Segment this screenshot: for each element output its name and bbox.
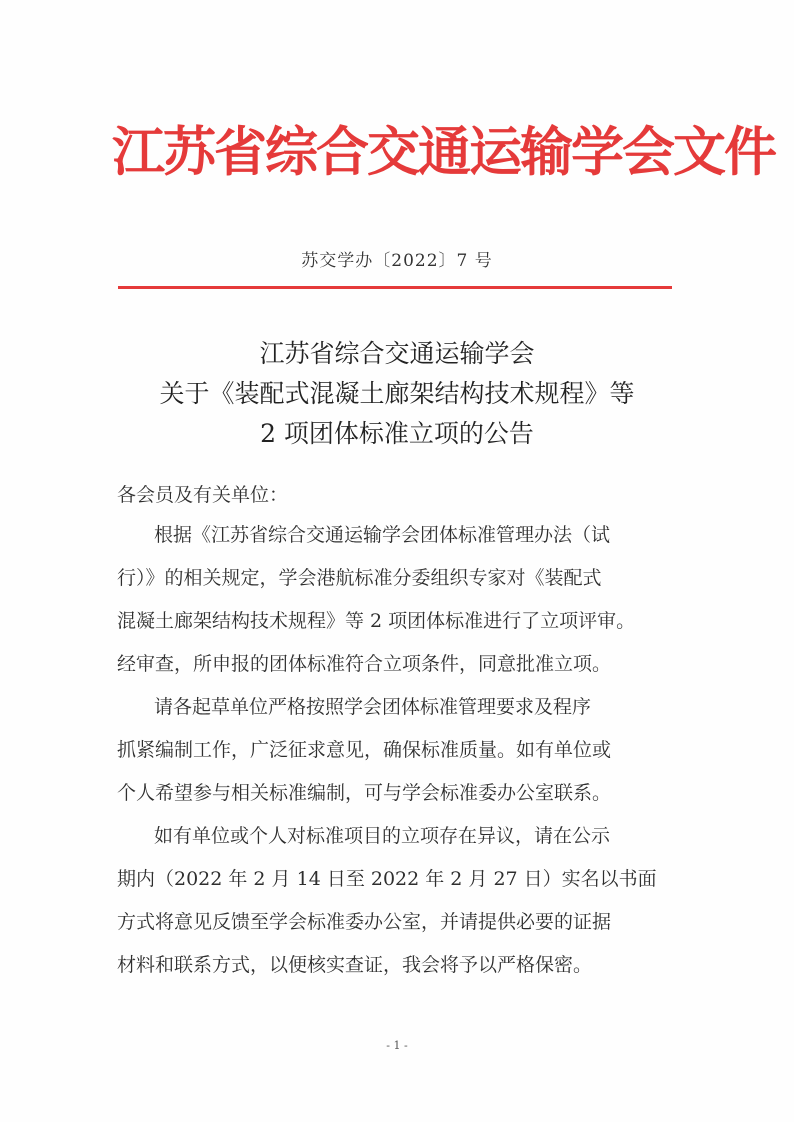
- document-number: 苏交学办〔2022〕7 号: [301, 251, 493, 271]
- paragraph-3-line-2: 期内（2022 年 2 月 14 日至 2022 年 2 月 27 日）实名以书面: [117, 868, 657, 890]
- paragraph-3-line-3: 方式将意见反馈至学会标准委办公室，并请提供必要的证据: [117, 911, 612, 933]
- paragraph-2-line-2: 抓紧编制工作，广泛征求意见，确保标准质量。如有单位或: [117, 739, 612, 761]
- title-line-3: 2 项团体标准立项的公告: [260, 419, 534, 448]
- title-line-2: 关于《装配式混凝土廊架结构技术规程》等: [159, 379, 635, 408]
- title-line-1: 江苏省综合交通运输学会: [259, 339, 535, 368]
- salutation: 各会员及有关单位：: [117, 484, 289, 506]
- org-header-title: 江苏省综合交通运输学会文件: [112, 121, 775, 183]
- paragraph-1-line-2: 行）》的相关规定，学会港航标准分委组织专家对《装配式: [117, 567, 602, 589]
- paragraph-2-line-1: 请各起草单位严格按照学会团体标准管理要求及程序: [154, 696, 592, 718]
- page-number: - 1 -: [386, 1039, 408, 1052]
- header-divider: [118, 286, 672, 289]
- paragraph-1-line-1: 根据《江苏省综合交通运输学会团体标准管理办法（试: [154, 524, 611, 546]
- paragraph-1-line-4: 经审查，所申报的团体标准符合立项条件，同意批准立项。: [117, 653, 612, 675]
- paragraph-3-line-4: 材料和联系方式，以便核实查证，我会将予以严格保密。: [117, 954, 593, 976]
- paragraph-2-line-3: 个人希望参与相关标准编制，可与学会标准委办公室联系。: [117, 782, 612, 804]
- paragraph-1-line-3: 混凝土廊架结构技术规程》等 2 项团体标准进行了立项评审。: [117, 610, 636, 632]
- announcement-title: [0, 334, 794, 454]
- paragraph-3-line-1: 如有单位或个人对标准项目的立项存在异议，请在公示: [154, 825, 611, 847]
